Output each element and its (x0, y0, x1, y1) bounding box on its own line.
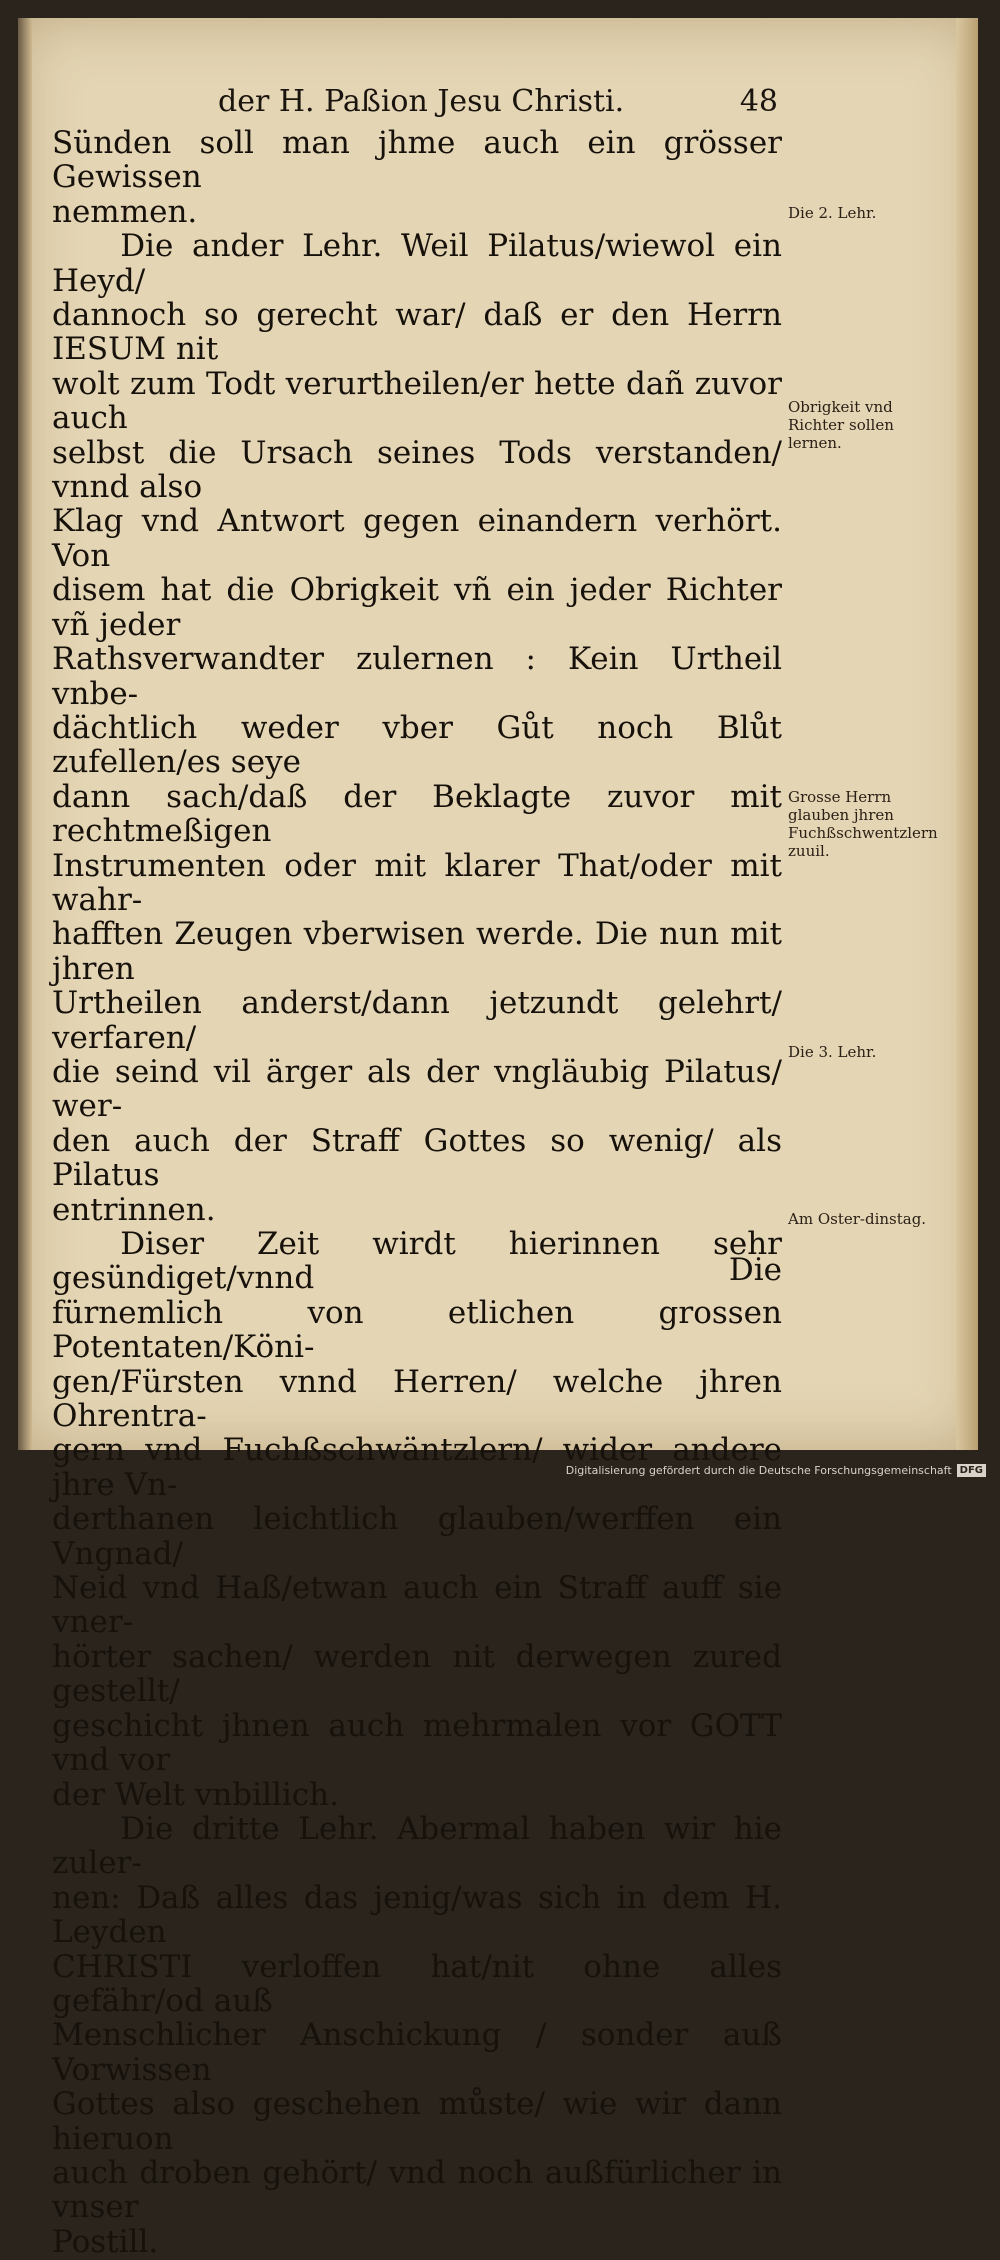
dfg-logo: DFG (957, 1464, 986, 1477)
text-line: geschicht jhnen auch mehrmalen vor GOTT vnd vor (52, 1707, 782, 1779)
text-line: wolt zum Todt verurtheilen/er hette dañ zuvor auch (52, 365, 782, 437)
text-line: hörter sachen/ werden nit derwegen zured gestellt/ (52, 1638, 782, 1710)
text-line: derthanen leichtlich glauben/werffen ein Vngnad/ (52, 1501, 782, 1572)
text-line: der Welt vnbillich. (52, 1776, 339, 1813)
marginal-note: Die 2. Lehr. (788, 204, 877, 222)
text-line: entrinnen. (52, 1191, 216, 1228)
text-line: dächtlich weder vber Gůt noch Blůt zufellen/es seye (52, 709, 782, 781)
marginal-note: Grosse Herrn glauben jhren Fuchßschwentzlern zuuil. (788, 788, 938, 860)
text-line: Menschlicher Anschickung / sonder auß Vorwissen (52, 2017, 782, 2088)
text-line: Instrumenten oder mit klarer That/oder mit wahr- (52, 847, 782, 918)
page-header (218, 84, 778, 124)
text-line: Postill. (52, 2223, 159, 2260)
text-line: Klag vnd Antwort gegen einandern verhört. Von (52, 503, 782, 574)
text-line: fürnemlich von etlichen grossen Potentaten/Köni- (52, 1294, 782, 1366)
text-line: selbst die Ursach seines Tods verstanden/ vnnd also (52, 434, 782, 506)
footer-credit (566, 1464, 986, 1477)
book-spine (18, 18, 32, 1450)
text-line: Diser Zeit wirdt hierinnen sehr gesündiget/vnnd (52, 1226, 782, 1297)
page-number: 48 (739, 84, 778, 119)
marginal-note: Obrigkeit vnd Richter sollen lernen. (788, 398, 894, 452)
text-line: Neid vnd Haß/etwan auch ein Straff auff sie vner- (52, 1570, 782, 1641)
text-line: nen: Daß alles das jenig/was sich in dem H. Leyden (52, 1879, 782, 1951)
text-line: gern vnd Fuchßschwäntzlern/ wider andere jhre Vn- (52, 1432, 782, 1503)
text-line: disem hat die Obrigkeit vñ ein jeder Richter vñ jeder (52, 572, 782, 643)
marginal-note: Am Oster-dinstag. (788, 1210, 927, 1228)
text-line: den auch der Straff Gottes so wenig/ als Pilatus (52, 1122, 782, 1194)
text-line: Die dritte Lehr. Abermal haben wir hie zuler- (52, 1810, 782, 1882)
text-line: auch droben gehört/ vnd noch außfürlicher in vnser (52, 2154, 782, 2226)
text-line: die seind vil ärger als der vngläubig Pilatus/ wer- (52, 1053, 782, 1125)
text-line: Gottes also geschehen můste/ wie wir dann hieruon (52, 2086, 782, 2157)
catchword: Die (728, 1252, 782, 1288)
text-line: Rathsverwandter zulernen : Kein Urtheil vnbe- (52, 641, 782, 712)
page-edge (956, 18, 978, 1450)
footer-credit-text: Digitalisierung gefördert durch die Deutsche Forschungsgemeinschaft (565, 1464, 952, 1477)
text-line: Urtheilen anderst/dann jetzundt gelehrt/ verfaren/ (52, 985, 782, 1056)
text-line: dann sach/daß der Beklagte zuvor mit rechtmeßigen (52, 778, 782, 850)
text-line: gen/Fürsten vnnd Herren/ welche jhren Ohrentra- (52, 1363, 782, 1435)
text-line: CHRISTI verloffen hat/nit ohne alles gefähr/od auß (52, 1948, 782, 2019)
text-line: Sünden soll man jhme auch ein grösser Gewissen (52, 125, 782, 196)
text-line: dannoch so gerecht war/ daß er den Herrn IESUM nit (52, 297, 782, 368)
marginal-note: Die 3. Lehr. (788, 1043, 877, 1061)
text-line: hafften Zeugen vberwisen werde. Die nun mit jhren (52, 916, 782, 987)
text-line: Die ander Lehr. Weil Pilatus/wiewol ein Heyd/ (52, 228, 782, 299)
running-title: der H. Paßion Jesu Christi. (218, 84, 625, 119)
catchword-row (52, 1252, 782, 1292)
text-line: nemmen. (52, 193, 198, 230)
main-text (52, 126, 782, 2259)
